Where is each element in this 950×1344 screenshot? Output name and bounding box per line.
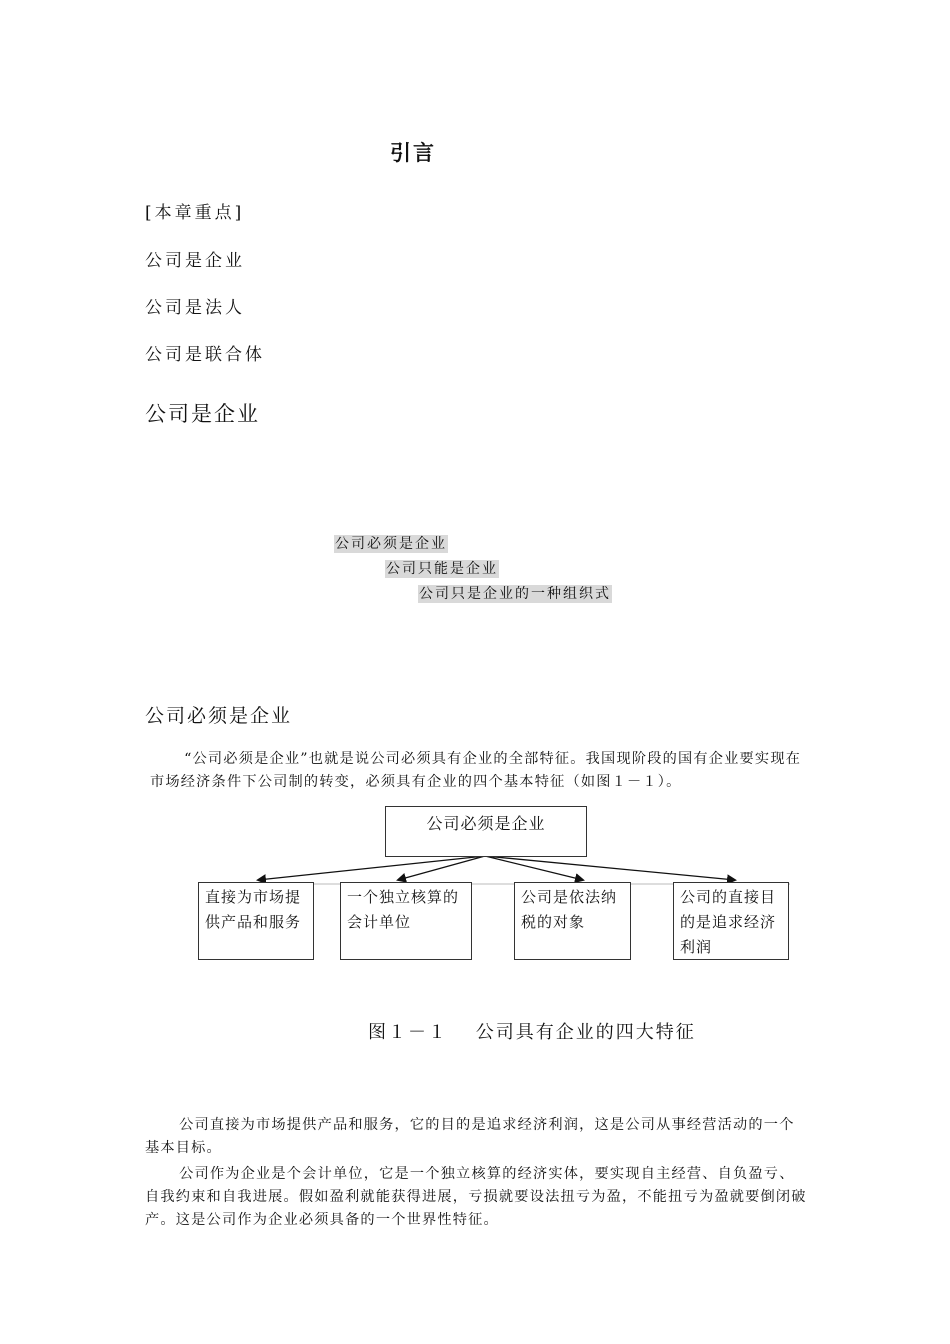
key-point-item: 公司是联合体 (145, 345, 265, 365)
key-point-item: 公司是法人 (145, 298, 245, 318)
intro-paragraph: “公司必须是企业”也就是说公司必须具有企业的全部特征。我国现阶段的国有企业要实现在市场经济条件下公司制的转变，必须具有企业的四个基本特征（如图１－１）。 (150, 751, 802, 790)
diagram-child-box: 公司是依法纳税的对象 (514, 882, 631, 960)
toc-item[interactable]: 公司必须是企业 (335, 536, 447, 552)
subsection-heading: 公司必须是企业 (145, 705, 293, 727)
page-title: 引言 (390, 141, 436, 165)
figure-caption: 图１－１ 公司具有企业的四大特征 (368, 1022, 696, 1043)
diagram-root-box: 公司必须是企业 (385, 806, 587, 857)
toc-item[interactable]: 公司只能是企业 (386, 561, 498, 577)
diagram-child-box: 一个独立核算的会计单位 (340, 882, 472, 960)
body-paragraph: 公司作为企业是个会计单位，它是一个独立核算的经济实体，要实现自主经营、自负盈亏、自我约束和自我进展。假如盈利就能获得进展，亏损就要设法扭亏为盈，不能扭亏为盈就要倒闭破产。这是公司作为企业必须具备的一个世界性特征。 (145, 1166, 807, 1228)
key-point-item: 公司是企业 (145, 251, 245, 271)
key-points-heading: [本章重点] (145, 203, 245, 223)
body-paragraph: 公司直接为市场提供产品和服务，它的目的是追求经济利润，这是公司从事经营活动的一个基本目标。 (145, 1117, 795, 1156)
diagram-child-box: 直接为市场提供产品和服务 (198, 882, 314, 960)
section-heading: 公司是企业 (145, 402, 260, 426)
toc-item[interactable]: 公司只是企业的一种组织式 (419, 586, 611, 602)
diagram-child-box: 公司的直接目的是追求经济利润 (673, 882, 789, 960)
